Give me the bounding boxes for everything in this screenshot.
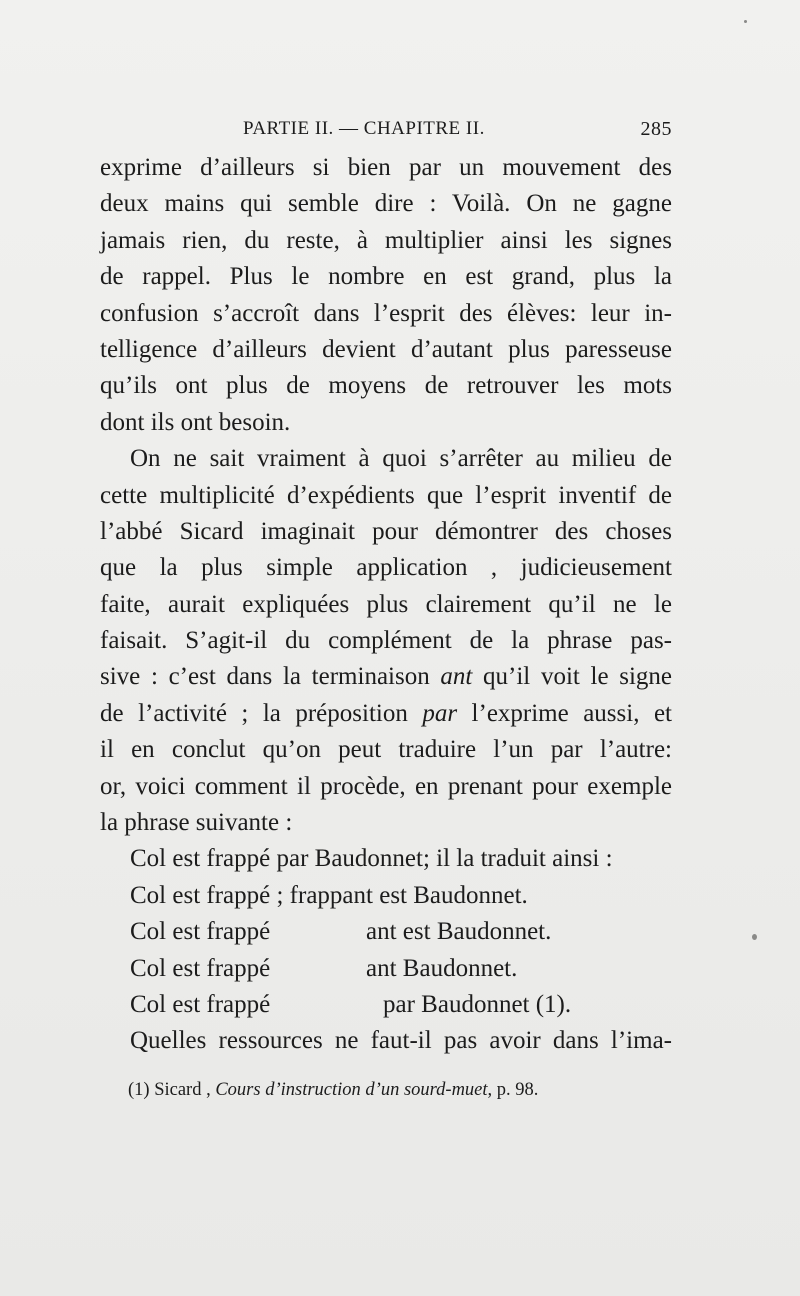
example-line	[100, 914, 672, 950]
text-line: jamais rien, du reste, à multiplier ainsi les signes	[100, 226, 672, 254]
text-span: de l’activité ; la préposition	[100, 699, 423, 727]
footnote-title: Cours d’instruction d’un sourd-muet	[215, 1080, 488, 1100]
page-number: 285	[640, 118, 672, 140]
example-text: Col est frappé ; frappant est Baudonnet.	[130, 881, 528, 909]
text-line: cette multiplicité d’expédients que l’esprit inventif de	[100, 481, 672, 509]
example-rest: ant Baudonnet.	[366, 954, 518, 982]
text-line: il en conclut qu’on peut traduire l’un par l’autre:	[100, 736, 672, 764]
example-line	[100, 951, 672, 987]
text-line: Quelles ressources ne faut-il pas avoir dans l’ima-	[130, 1027, 672, 1055]
text-line: telligence d’ailleurs devient d’autant plus paresseuse	[100, 335, 672, 363]
footnote-marker: (1) Sicard ,	[128, 1080, 211, 1100]
running-header	[100, 118, 672, 142]
text-line: faisait. S’agit-il du complément de la phrase pas-	[100, 627, 672, 655]
text-line: que la plus simple application , judicieusement	[100, 554, 672, 582]
example-subject: Col est frappé	[130, 954, 271, 982]
running-title: PARTIE II. — CHAPITRE II.	[243, 118, 485, 139]
text-line: exprime d’ailleurs si bien par un mouvement des	[100, 154, 672, 181]
text-line: l’abbé Sicard imaginait pour démontrer des choses	[100, 517, 672, 545]
text-line: On ne sait vraiment à quoi s’arrêter au milieu de	[130, 445, 672, 473]
footnote	[100, 1080, 672, 1101]
example-rest: par Baudonnet (1).	[383, 990, 572, 1018]
example-line	[100, 878, 672, 914]
footnote-page: , p. 98.	[487, 1080, 539, 1100]
text-line	[100, 696, 672, 732]
text-span: sive : c’est dans la terminaison	[100, 663, 441, 691]
text-line: faite, aurait expliquées plus clairement qu’il ne le	[100, 590, 672, 618]
text-line: confusion s’accroît dans l’esprit des élèves: leur in-	[100, 299, 672, 327]
italic-word: par	[422, 699, 458, 727]
main-text	[100, 150, 672, 1060]
text-line: de rappel. Plus le nombre en est grand, plus la	[100, 263, 672, 291]
ink-speck	[744, 20, 747, 23]
example-line	[100, 987, 672, 1023]
text-span: qu’il voit le signe	[472, 663, 673, 691]
example-intro: Col est frappé par Baudonnet; il la traduit ainsi :	[130, 845, 613, 873]
text-line: or, voici comment il procède, en prenant pour exemple	[100, 772, 672, 800]
text-line: deux mains qui semble dire : Voilà. On ne gagne	[100, 190, 672, 218]
text-line: la phrase suivante :	[100, 809, 293, 837]
text-line: qu’ils ont plus de moyens de retrouver les mots	[100, 372, 672, 400]
text-span: l’exprime aussi, et	[457, 699, 672, 727]
text-line: dont ils ont besoin.	[100, 408, 291, 436]
text-line	[100, 659, 672, 695]
ink-speck	[752, 934, 757, 940]
example-subject: Col est frappé	[130, 990, 271, 1018]
example-rest: ant est Baudonnet.	[366, 918, 552, 946]
italic-word: ant	[440, 663, 473, 691]
example-subject: Col est frappé	[130, 918, 271, 946]
